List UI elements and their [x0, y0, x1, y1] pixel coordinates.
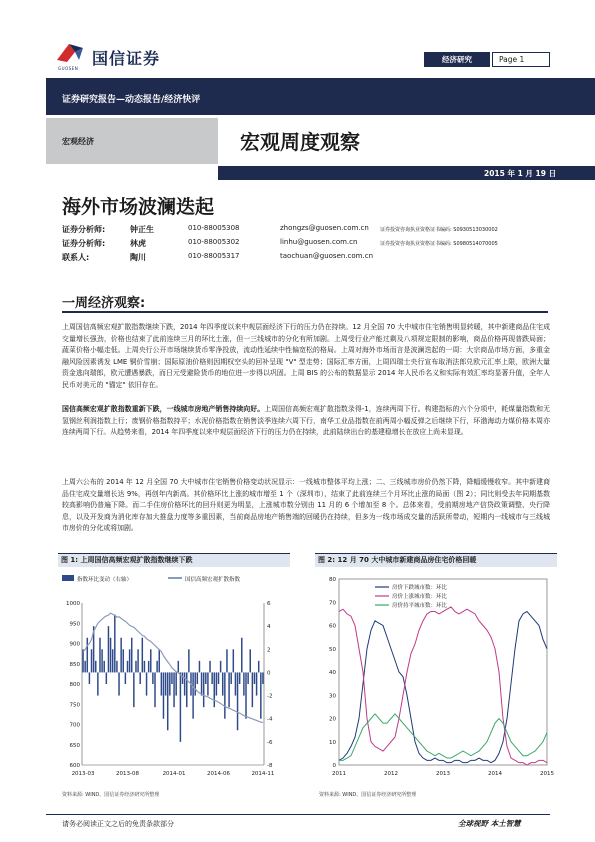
bar: [129, 649, 130, 672]
bar: [247, 672, 248, 684]
analyst-role: 证券分析师:: [62, 239, 106, 248]
y-right-tick-label: 4: [267, 624, 271, 631]
bar: [165, 672, 166, 695]
bar: [101, 649, 102, 672]
x-tick-label: 2013: [436, 771, 450, 777]
bar: [110, 638, 111, 673]
bar: [216, 672, 217, 695]
series-line: [339, 607, 547, 765]
analyst-role: 证券分析师:: [62, 225, 106, 234]
bar: [260, 672, 261, 718]
y-tick-label: 50: [329, 646, 336, 653]
bar: [163, 672, 164, 718]
y-left-tick-label: 600: [69, 763, 80, 769]
bar: [152, 672, 153, 684]
analyst-cert: 证券投资咨询执业资格证书编码: S0980514070005: [380, 241, 498, 247]
bar: [211, 672, 212, 684]
bar: [127, 661, 128, 673]
bar: [209, 661, 210, 673]
bar: [84, 661, 85, 673]
bar: [205, 672, 206, 684]
bar: [116, 661, 117, 673]
bar: [224, 672, 225, 718]
bar: [114, 615, 115, 673]
y-left-tick-label: 1000: [66, 601, 80, 607]
x-tick-label: 2012: [384, 771, 398, 777]
bar: [201, 672, 202, 695]
bar: [99, 638, 100, 673]
bar: [237, 672, 238, 730]
y-tick-label: 30: [329, 693, 336, 700]
section-divider: [62, 311, 548, 313]
bar: [258, 661, 259, 673]
y-tick-label: 40: [329, 670, 336, 676]
y-right-tick-label: -4: [267, 716, 273, 723]
bar: [135, 661, 136, 673]
disclaimer-note: 请务必阅读正文之后的免责条款部分: [62, 820, 174, 828]
bar: [256, 672, 257, 695]
legend-swatch: [62, 575, 74, 581]
bar: [254, 672, 255, 684]
bar: [118, 672, 119, 695]
bar: [156, 661, 157, 673]
bar: [144, 661, 145, 673]
y-right-tick-label: 6: [267, 601, 271, 607]
chart-source: 资料来源: WIND、国信证券经济研究所整理: [62, 792, 160, 798]
paragraph-housing: 上周六公布的 2014 年 12 月全国 70 大中城市住宅销售价格变动状况显示：一线城市整体平均上涨；二、三线城市房价仍然下降，降幅缓慢收窄。其中新建商品住宅成交量增长达 9%，再创年内新高。其价格环比上涨的城市增至 1 个（深圳市），结束了此前连续三个月环比止涨的局面（图 2）；同比则受去年同期基数较高影响仍普遍下降。而二手住房价格环比的回升则更为明显，上涨城市数分别由 11 月的 6 个增加至 8 个。总体来看，受前期房地产信贷政策调整、央行降息，以及开发商为消化库存加大推盘力度等多重因素，当前商品房地产销售端的回暖仍在持续，但多为一线市场成交量的活跃所带动，短期内一线城市与三线城市房价的分化或将加剧。: [62, 478, 550, 533]
y-left-tick-label: 900: [69, 641, 80, 648]
bar: [108, 626, 109, 672]
legend-label: 国信高频宏观扩散指数: [185, 577, 241, 583]
chart-title: 图 1: 上周国信高频宏观扩散指数继续下跌: [58, 553, 290, 567]
bar: [233, 649, 234, 672]
x-tick-label: 2014-11: [251, 771, 275, 777]
page-number: Page 1: [492, 52, 550, 67]
y-tick-label: 80: [329, 577, 336, 583]
paragraph-summary: 上周国信高频宏观扩散指数继续下跌，2014 年四季度以来中观层面经济下行的压力仍在持续。12 月全国 70 大中城市住宅销售明显转暖，其中新建商品住宅成交量增长强劲，价格也结束了此前连续三月的环比土涨，但一三线城市的分化有所加剧。上周受行业产能过剩及八项规定限制的影响，商品价格再现普跌局面；蔬菜价格小幅走低。上周央行公开市场继续货币零净投放，流动性延续中性偏宽松的格局。上周对海外市场而言是波澜迭起的一周：大宗商品市场方面，多重金融风险因素诱发 LME 铜价雪崩；国际原油价格则因期权空头的回补呈现 "V" 型走势；国际汇率方面，上周四瑞士央行宣布取消法郎兑欧元汇率上限，欧洲大量资金逃向瑞郎，欧元遭遇暴跌，而日元受避险货币的地位进一步得以巩固。上周 BIS 的公布的数据显示 2014 年人民币名义和实际有效汇率均显著升值，全年人民币对美元的 "锚定" 依旧存在。: [62, 323, 550, 389]
paragraph-body: 上周国信高频宏观扩散指数录得-1，连续两周下行。构建指标的六个分项中，耗煤量指数和无氢钢丝利润指数上行；废钢价格指数持平；水泥价格指数在销售淡季连续六周下行，南华工业品指数在前两周小幅反弹之后继续下行，环渤海动力煤价格本周亦连续两周下行。从趋势来看，2014 年四季度以来中观层面经济下行的压力仍在持续，此前陆续出台的基建稳增长在放应上尚未显现。: [62, 405, 550, 437]
bar: [199, 661, 200, 673]
bar: [226, 649, 227, 672]
x-tick-label: 2014: [488, 771, 502, 777]
headline: 海外市场波澜迭起: [62, 196, 215, 218]
bar: [186, 672, 187, 707]
analyst-row: [62, 224, 562, 238]
bar: [241, 638, 242, 673]
bar: [182, 672, 183, 684]
bar: [123, 649, 124, 672]
analyst-phone: 010-88005308: [188, 224, 240, 232]
chart-housing-svg: [315, 569, 557, 789]
y-tick-label: 10: [329, 739, 336, 746]
report-type: 证券研究报告—动态报告/经济快评: [62, 95, 201, 105]
bar: [197, 672, 198, 684]
bar: [133, 672, 134, 707]
bar: [82, 649, 83, 672]
paragraph-lead: 国信高频宏观扩散指数重新下跌，一线城市房地产销售持续向好。: [62, 405, 265, 413]
bar: [245, 672, 246, 718]
legend-label: 房价上涨城市数：环比: [392, 594, 448, 600]
chart-title: 图 2: 12 月 70 大中城市新建商品房住宅价格回暖: [315, 553, 557, 567]
y-left-tick-label: 850: [69, 661, 80, 668]
bar: [184, 672, 185, 695]
analyst-cert: 证券投资咨询执业资格证书编码: S0930513030002: [380, 227, 498, 233]
y-left-tick-label: 650: [69, 742, 80, 749]
bar: [142, 638, 143, 673]
bar: [131, 638, 132, 673]
bar: [239, 672, 240, 684]
bar: [192, 672, 193, 718]
bar: [106, 672, 107, 684]
bar: [262, 672, 263, 684]
y-left-tick-label: 800: [69, 682, 80, 688]
bar: [159, 649, 160, 672]
report-tag: 经济研究: [424, 52, 490, 67]
bar: [207, 672, 208, 695]
bar: [203, 672, 204, 707]
bar: [230, 672, 231, 684]
chart-diffusion-index: [58, 553, 290, 803]
y-right-tick-label: -2: [267, 693, 273, 700]
bar: [194, 672, 195, 695]
chart-housing-prices: [315, 553, 557, 803]
bar: [139, 672, 140, 684]
y-left-tick-label: 700: [69, 722, 80, 729]
analyst-role: 联系人:: [62, 253, 90, 262]
bar: [112, 649, 113, 672]
analyst-phone: 010-88005317: [188, 252, 240, 260]
bar: [222, 672, 223, 695]
analyst-list: [62, 224, 562, 266]
bar: [250, 649, 251, 672]
bar: [228, 672, 229, 707]
bar: [173, 672, 174, 707]
x-tick-label: 2014-01: [162, 771, 186, 777]
analyst-email[interactable]: zhongzs@guosen.com.cn: [280, 224, 369, 232]
y-tick-label: 0: [332, 763, 336, 769]
bar: [87, 638, 88, 673]
bar: [188, 649, 189, 672]
analyst-email[interactable]: taochuan@guosen.com.cn: [280, 252, 374, 260]
bar: [218, 672, 219, 684]
paragraph-diffusion-index: [62, 404, 550, 474]
report-title: 宏观周度观察: [240, 130, 360, 154]
chart-source: 资料来源: WIND、国信证券经济研究所整理: [319, 792, 417, 798]
bar: [120, 638, 121, 673]
y-right-tick-label: 2: [267, 647, 271, 654]
chart-diffusion-svg: [58, 569, 290, 789]
section-title: 一周经济观察:: [62, 296, 146, 311]
bar: [243, 672, 244, 695]
analyst-phone: 010-88005302: [188, 238, 240, 246]
y-left-tick-label: 950: [69, 621, 80, 628]
bar: [169, 672, 170, 695]
company-name: 国信证券: [92, 49, 161, 68]
category-label: 宏观经济: [62, 137, 94, 146]
bar: [103, 661, 104, 673]
y-tick-label: 60: [329, 623, 336, 630]
analyst-email[interactable]: linhu@guosen.com.cn: [280, 238, 358, 246]
analyst-row: [62, 252, 562, 266]
bar: [91, 649, 92, 672]
y-right-tick-label: -8: [267, 763, 273, 769]
bar: [220, 661, 221, 673]
bar: [214, 672, 215, 707]
bar: [161, 672, 162, 695]
y-right-tick-label: 0: [267, 670, 271, 677]
y-tick-label: 20: [329, 716, 336, 723]
x-tick-label: 2011: [332, 771, 346, 777]
x-tick-label: 2015: [540, 771, 554, 777]
bar: [125, 672, 126, 684]
footer-divider: [46, 814, 550, 815]
legend-label: 房价持平城市数：环比: [392, 603, 448, 609]
guosen-logo-icon: [55, 40, 85, 64]
bar: [146, 672, 147, 695]
bar: [175, 672, 176, 695]
bar: [167, 672, 168, 730]
y-right-tick-label: -6: [267, 739, 273, 746]
analyst-row: [62, 238, 562, 252]
bar: [95, 661, 96, 673]
bar: [178, 661, 179, 673]
analyst-name: 钟正生: [130, 225, 154, 234]
company-sub-name: GUOSEN: [58, 66, 79, 71]
y-tick-label: 70: [329, 600, 336, 607]
legend-label: 指数环比变动（右轴）: [77, 577, 133, 583]
slogan: 全球视野 本土智慧: [458, 819, 521, 828]
bar: [97, 672, 98, 695]
bar: [137, 649, 138, 672]
bar: [171, 672, 172, 684]
legend-label: 房价下跌城市数：环比: [392, 585, 448, 591]
bar: [89, 672, 90, 684]
analyst-name: 林虎: [130, 239, 146, 248]
bar: [252, 672, 253, 707]
x-tick-label: 2013-08: [116, 771, 139, 777]
bar: [150, 649, 151, 672]
y-left-tick-label: 750: [69, 702, 80, 709]
x-tick-label: 2013-03: [71, 771, 95, 777]
bar: [154, 672, 155, 707]
x-tick-label: 2014-06: [207, 771, 230, 777]
bar: [235, 672, 236, 695]
analyst-name: 陶川: [130, 253, 146, 262]
bar: [180, 672, 181, 741]
report-date: 2015 年 1 月 19 日: [484, 169, 557, 178]
bar: [148, 661, 149, 673]
